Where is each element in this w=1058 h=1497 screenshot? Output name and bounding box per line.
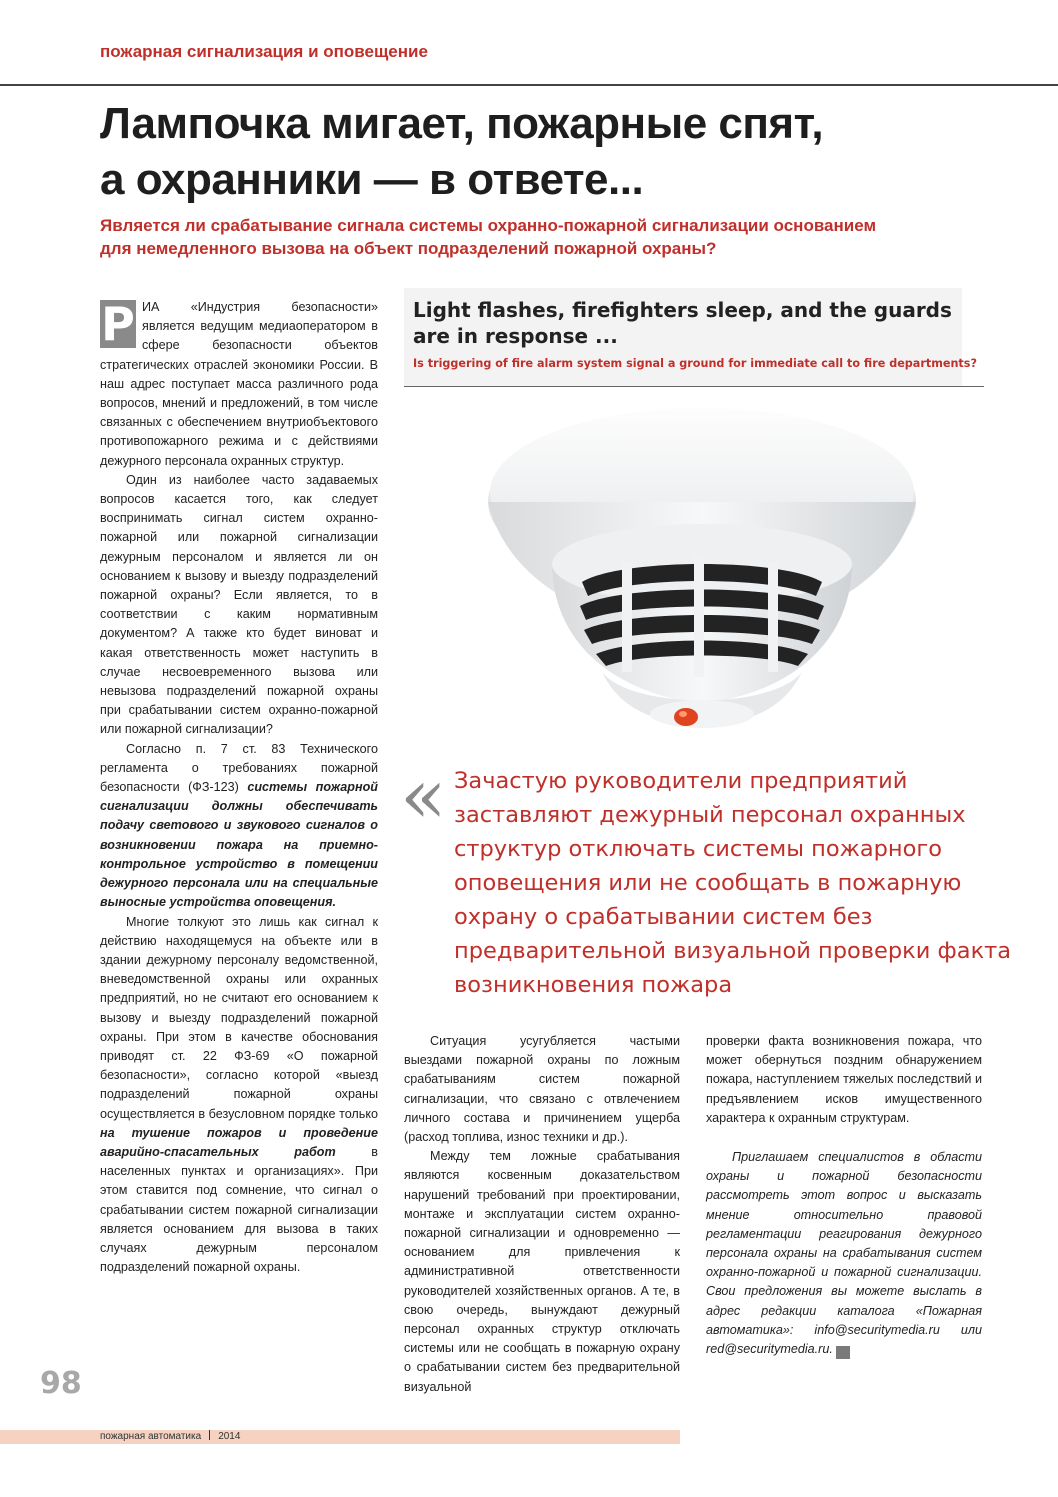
english-title: Light flashes, firefighters sleep, and the guards are in response ... bbox=[413, 298, 952, 348]
paragraph-false-calls: Ситуация усугубляется частыми выездами пожарной охраны по ложным срабатываниям систем пожарной сигнализации, что связано с отвлечением личного состава и причинением ущерба (расход топлива, износ техники и др.). bbox=[404, 1034, 680, 1145]
paragraph-invitation bbox=[706, 1148, 982, 1359]
ia-logo-icon: ИА bbox=[836, 1346, 850, 1359]
paragraph-intro-text: ИА «Индустрия безопасности» является ведущим медиаоператором в сфере безопасности объектов стратегических отраслей экономики России. В наш адрес поступает масса различного рода вопросов, мнений и предложений, в том числе связанных с обеспечением внутриобъектового противопожарного режима и с действиями дежурного персонала охранных структур. bbox=[100, 300, 378, 468]
invitation-text: Приглашаем специалистов в области охраны и пожарной безопасности рассмотреть этот вопрос и высказать мнение относительно правовой регламентации реагирования дежурного персонала охраны на срабатывания систем охранно-пожарной и пожарной сигнализации. Свои предложения вы можете выслать в адрес редакции каталога «Пожарная автоматика»: info@securitymedia.ru или red@securitymedia.ru. bbox=[706, 1150, 982, 1357]
pull-quote bbox=[454, 764, 1012, 1002]
subheadline bbox=[100, 214, 960, 260]
interpretation-text: Многие толкуют это лишь как сигнал к действию находящемуся на объекте или в здании дежурному персоналу ведомственной, вневедомственной охраны или охранных предприятий, но не считают его основанием к вызову и выезду подразделений пожарной охраны. При этом в качестве обоснования приводят ст. 22 ФЗ-69 «О пожарной безопасности», согласно которой «выезд подразделений пожарной охраны осуществляется в безусловном порядке только bbox=[100, 914, 378, 1121]
drop-cap: Р bbox=[101, 297, 135, 351]
subheadline-line-2: для немедленного вызова на объект подразделений пожарной охраны? bbox=[100, 239, 717, 258]
paragraph-consequences: Между тем ложные срабатывания являются косвенным доказательством нарушений требований при проектировании, монтаже и эксплуатации систем охранно-пожарной сигнализации и одновременно — основанием для привлечения к административной ответственности руководителей хозяйственных органов. А те, в свою очередь, вынуждают дежурный персонал охранных структур отключать системы или не сообщать в пожарную охрану о срабатывании систем без предварительной визуальной bbox=[404, 1149, 680, 1394]
page-number: 98 bbox=[40, 1366, 82, 1401]
pull-quote-line: заставляют дежурный персонал охранных bbox=[454, 802, 966, 828]
subheadline-line-1: Является ли срабатывание сигнала системы охранно-пожарной сигнализации основанием bbox=[100, 216, 877, 235]
interpretation-text-end: в населенных пунктах и организациях». При этом ставится под сомнение, что сигнал о срабатывании систем пожарной сигнализации является основанием для вызова в таких случаях дежурным персоналом подразделений пожарной охраны. bbox=[100, 1144, 378, 1275]
pull-quote-line: Зачастую руководители предприятий bbox=[454, 768, 908, 794]
footer-year: 2014 bbox=[218, 1431, 241, 1442]
paragraph-interpretation bbox=[100, 913, 378, 1278]
regulation-emphasis: системы пожарной сигнализации должны обеспечивать подачу светового и звукового сигналов о возникновении пожара на приемно-контрольное устройство в помещении дежурного персонала или на специальные выносные устройства оповещения. bbox=[100, 780, 378, 910]
article-column-2 bbox=[404, 1032, 680, 1397]
footer-text bbox=[100, 1430, 240, 1444]
pull-quote-line: охрану о срабатывании систем без bbox=[454, 904, 873, 930]
headline-line-1: Лампочка мигает, пожарные спят, bbox=[100, 99, 824, 148]
paragraph-question: Один из наиболее часто задаваемых вопросов касается того, как следует воспринимать сигнал систем охранно-пожарной или пожарной сигнализации дежурным персоналом и является ли он основанием к вызову и выезду подразделений пожарной охраны? Если является, то в соответствии с каким нормативным документом? А также кто будет виноват и какая ответственность может наступить в случае несвоевременного вызова или невызова подразделений пожарной охраны при срабатывании систем охранно-пожарной или пожарной сигнализации? bbox=[100, 472, 378, 737]
paragraph-regulation bbox=[100, 740, 378, 913]
headline-line-2: а охранники — в ответе... bbox=[100, 155, 644, 204]
english-subtitle: Is triggering of fire alarm system signal a ground for immediate call to fire departments? bbox=[413, 357, 977, 370]
pull-quote-line: предварительной визуальной проверки факта bbox=[454, 938, 1012, 964]
paragraph-continuation: проверки факта возникновения пожара, что может обернуться поздним обнаружением пожара, наступлением тяжелых последствий и предъявлением исков имущественного характера к охранным структурам. bbox=[706, 1034, 982, 1125]
headline bbox=[100, 96, 1000, 208]
regulation-text: Согласно п. 7 ст. 83 Технического регламента о требованиях пожарной безопасности (ФЗ-123) bbox=[100, 741, 378, 795]
interpretation-emphasis: на тушение пожаров и проведение аварийно-спасательных работ bbox=[100, 1125, 378, 1159]
pull-quote-line: возникновения пожара bbox=[454, 972, 733, 998]
header-rule bbox=[0, 84, 1058, 86]
pull-quote-line: структур отключать системы пожарного bbox=[454, 836, 942, 862]
smoke-detector-image bbox=[472, 392, 932, 752]
paragraph-intro bbox=[100, 298, 378, 471]
english-box-rule bbox=[404, 386, 984, 387]
quote-mark: « bbox=[400, 751, 447, 840]
pull-quote-line: оповещения или не сообщать в пожарную bbox=[454, 870, 962, 896]
article-column-1 bbox=[100, 298, 378, 1277]
footer-magazine: пожарная автоматика bbox=[100, 1431, 202, 1442]
footer-separator bbox=[209, 1430, 210, 1440]
section-label: пожарная сигнализация и оповещение bbox=[100, 42, 428, 61]
article-column-3 bbox=[706, 1032, 982, 1359]
